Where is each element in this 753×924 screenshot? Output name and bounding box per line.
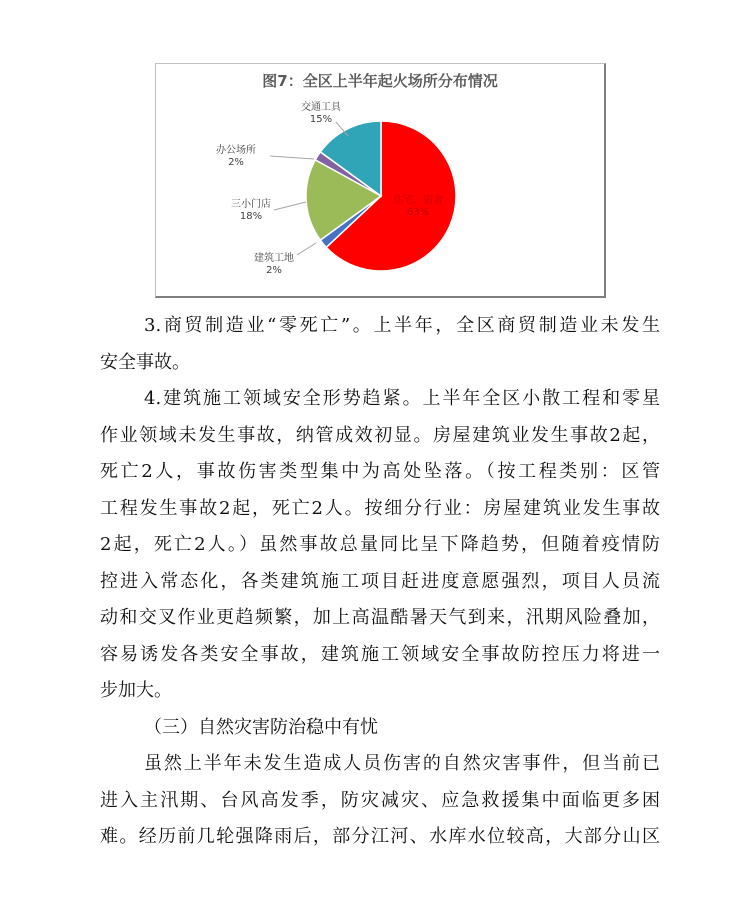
slice-label: 建筑工地 xyxy=(254,253,294,264)
slice-label: 住宅、宿舍 xyxy=(393,195,443,206)
pie-chart-frame xyxy=(155,63,606,298)
paragraph-line: 控进入常态化，各类建筑施工项目赶进度意愿强烈，项目人员流 xyxy=(100,570,660,592)
paragraph-line: 安全事故。 xyxy=(100,351,190,373)
paragraph-line: 容易诱发各类安全事故，建筑施工领域安全事故防控压力将进一 xyxy=(100,643,660,665)
slice-percent-label: 18% xyxy=(239,211,263,222)
paragraph-line: 虽然上半年未发生造成人员伤害的自然灾害事件，但当前已 xyxy=(144,753,660,774)
paragraph-line: 2起，死亡2人。）虽然事故总量同比呈下降趋势，但随着疫情防 xyxy=(100,534,660,555)
paragraph-line: 动和交叉作业更趋频繁，加上高温酷暑天气到来，汛期风险叠加， xyxy=(100,607,660,628)
paragraph-line: 进入主汛期、台风高发季，防灾减灾、应急救援集中面临更多困 xyxy=(100,789,660,811)
slice-percent-label: 63% xyxy=(406,207,430,218)
slice-percent-label: 15% xyxy=(309,114,333,125)
leader-line xyxy=(270,156,314,159)
slice-percent-label: 2% xyxy=(266,265,282,276)
leader-line xyxy=(274,202,306,210)
section-heading: （三）自然灾害防治稳中有忧 xyxy=(144,716,378,738)
slice-label: 三小门店 xyxy=(231,199,271,210)
paragraph-line: 死亡2人，事故伤害类型集中为高处坠落。（按工程类别：区管 xyxy=(100,461,660,482)
slice-label: 办公场所 xyxy=(216,145,256,156)
slice-label: 交通工具 xyxy=(301,102,341,113)
chart-title: 图7：全区上半年起火场所分布情况 xyxy=(262,72,498,90)
body-text xyxy=(100,308,660,856)
paragraph-line: 难。经历前几轮强降雨后，部分江河、水库水位较高，大部分山区 xyxy=(100,826,660,847)
pie-chart xyxy=(156,64,604,296)
paragraph-line: 4.建筑施工领域安全形势趋紧。上半年全区小散工程和零星 xyxy=(144,388,660,409)
slice-percent-label: 2% xyxy=(228,157,244,168)
paragraph-line: 工程发生事故2起，死亡2人。按细分行业：房屋建筑业发生事故 xyxy=(100,497,660,519)
paragraph-line: 作业领域未发生事故，纳管成效初显。房屋建筑业发生事故2起， xyxy=(100,424,660,446)
paragraph-line: 3.商贸制造业“零死亡”。上半年，全区商贸制造业未发生 xyxy=(144,315,660,336)
paragraph-line: 步加大。 xyxy=(100,680,172,701)
leader-line xyxy=(297,243,316,255)
